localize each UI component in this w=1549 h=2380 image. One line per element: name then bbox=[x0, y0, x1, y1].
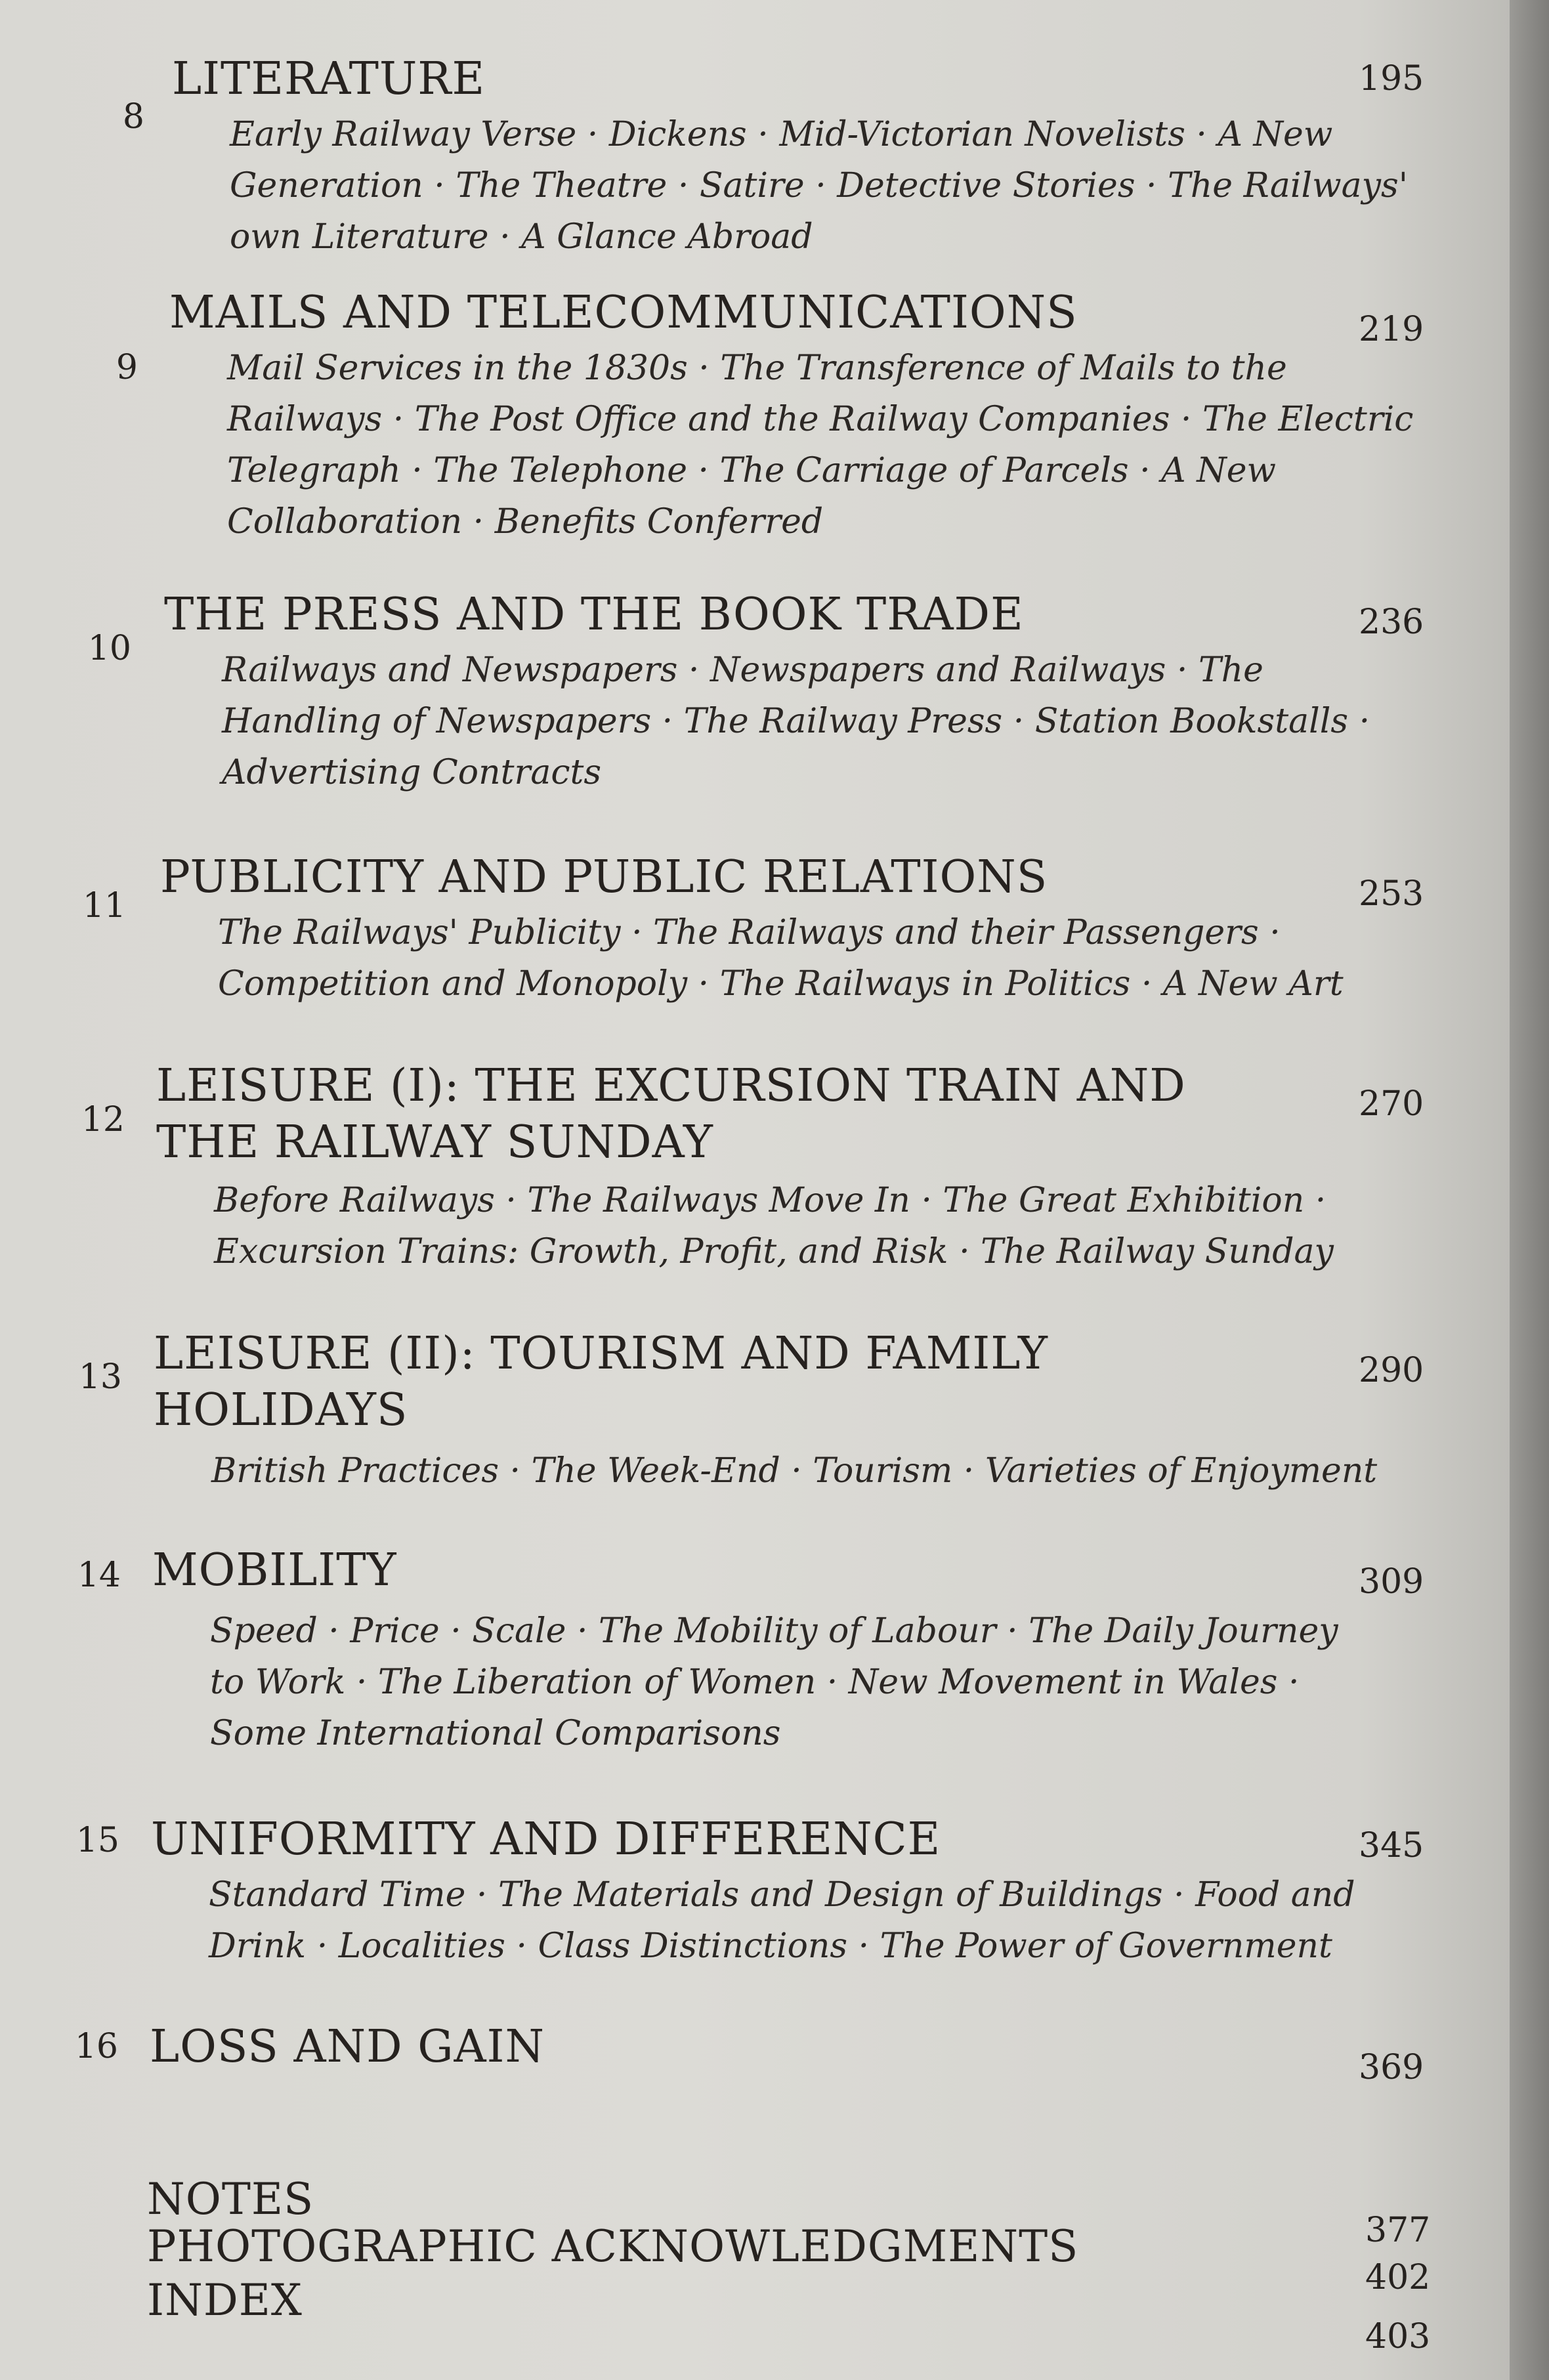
chapter-page: 195 bbox=[1359, 59, 1424, 98]
back-matter-photographic-acknowledgments-page: 402 bbox=[1365, 2258, 1431, 2297]
chapter-number: 12 bbox=[81, 1100, 125, 1139]
chapter-page: 309 bbox=[1359, 1562, 1424, 1602]
chapter-title: PUBLICITY AND PUBLIC RELATIONS bbox=[160, 851, 1048, 903]
back-matter-notes-page: 377 bbox=[1365, 2211, 1431, 2250]
back-matter-photographic-acknowledgments: PHOTOGRAPHIC ACKNOWLEDGMENTS bbox=[147, 2221, 1079, 2272]
chapter-page: 369 bbox=[1359, 2048, 1424, 2087]
chapter-page: 253 bbox=[1359, 874, 1424, 914]
chapter-number: 15 bbox=[75, 1821, 119, 1860]
chapter-subtitle: Mail Services in the 1830s · The Transference of Mails to the Railways · The Post Office and the Railway Companies · The Electric Telegraph · The Telephone · The Carriage of Parcels · A New Collaboration · Benefits Conferred bbox=[227, 349, 1414, 542]
chapter-subtitle: The Railways' Publicity · The Railways and their Passengers · Competition and Monopoly · The Railways in Politics · A New Art bbox=[218, 913, 1344, 1004]
chapter-number: 10 bbox=[87, 629, 131, 668]
back-matter-index: INDEX bbox=[147, 2275, 303, 2326]
chapter-number: 11 bbox=[82, 886, 126, 925]
back-matter-index-page: 403 bbox=[1365, 2317, 1431, 2356]
chapter-page: 236 bbox=[1359, 603, 1424, 642]
chapter-subtitle: British Practices · The Week-End · Tourism · Varieties of Enjoyment bbox=[211, 1451, 1378, 1491]
chapter-title: THE PRESS AND THE BOOK TRADE bbox=[164, 589, 1024, 641]
chapter-title: MAILS AND TELECOMMUNICATIONS bbox=[169, 287, 1078, 339]
chapter-title: UNIFORMITY AND DIFFERENCE bbox=[151, 1814, 941, 1865]
back-matter-notes: NOTES bbox=[147, 2174, 314, 2224]
chapter-subtitle: Railways and Newspapers · Newspapers and Railways · The Handling of Newspapers · The Railway Press · Station Bookstalls · Advertising Contracts bbox=[222, 650, 1370, 792]
chapter-number: 16 bbox=[74, 2027, 118, 2066]
chapter-title: LEISURE (I): THE EXCURSION TRAIN AND THE RAILWAY SUNDAY bbox=[156, 1060, 1186, 1168]
chapter-subtitle: Speed · Price · Scale · The Mobility of Labour · The Daily Journey to Work · The Liberation of Women · New Movement in Wales · Some International Comparisons bbox=[210, 1611, 1338, 1753]
chapter-page: 219 bbox=[1359, 310, 1424, 349]
chapter-page: 345 bbox=[1359, 1826, 1424, 1865]
chapter-title: LOSS AND GAIN bbox=[150, 2021, 545, 2073]
chapter-number: 8 bbox=[122, 97, 144, 137]
chapter-subtitle: Before Railways · The Railways Move In · The Great Exhibition · Excursion Trains: Growth, Profit, and Risk · The Railway Sunday bbox=[214, 1181, 1334, 1271]
chapter-subtitle: Standard Time · The Materials and Design of Buildings · Food and Drink · Localities · Class Distinctions · The Power of Government bbox=[209, 1875, 1355, 1966]
chapter-title: LITERATURE bbox=[172, 53, 486, 105]
chapter-number: 14 bbox=[77, 1556, 121, 1595]
chapter-title: LEISURE (II): TOURISM AND FAMILY HOLIDAYS bbox=[154, 1328, 1048, 1436]
chapter-subtitle: Early Railway Verse · Dickens · Mid-Victorian Novelists · A New Generation · The Theatre · Satire · Detective Stories · The Railways' own Literature · A Glance Abroad bbox=[230, 115, 1409, 257]
chapter-page: 270 bbox=[1359, 1084, 1424, 1124]
chapter-number: 9 bbox=[116, 348, 138, 387]
chapter-page: 290 bbox=[1359, 1351, 1424, 1390]
chapter-title: MOBILITY bbox=[152, 1544, 397, 1596]
page-edge bbox=[1510, 0, 1549, 2380]
chapter-number: 13 bbox=[78, 1357, 122, 1397]
